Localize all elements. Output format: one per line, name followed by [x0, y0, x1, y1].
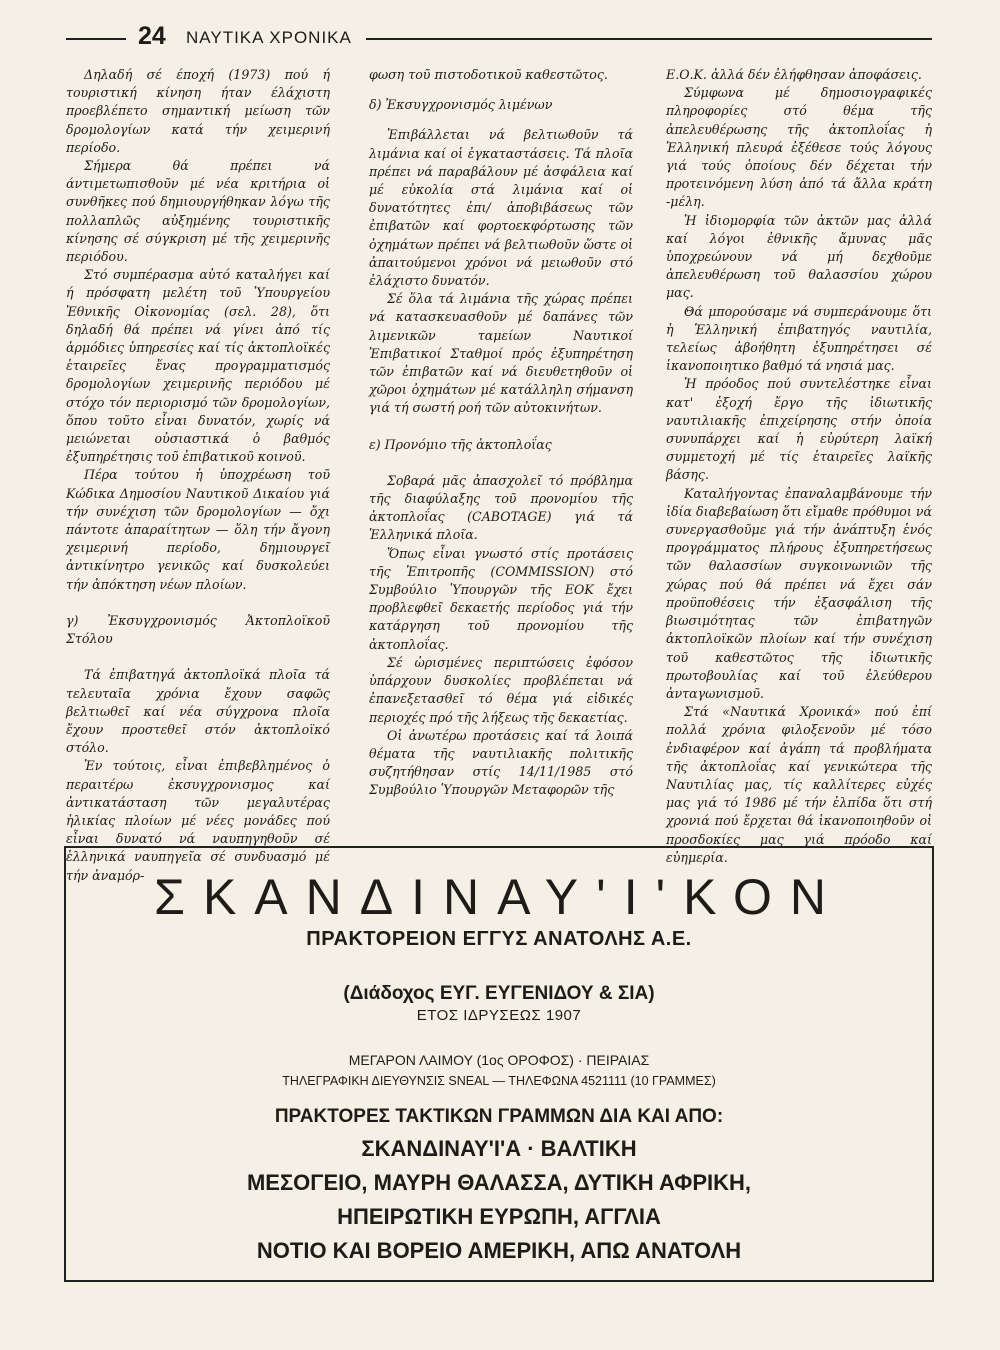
paragraph: Πέρα τούτου ἡ ὑποχρέωση τοῦ Κώδικα Δημοσίου Ναυτικοῦ Δικαίου γιά τήν συνέχιση τῶν δρομολογίων — ὄχι πάντοτε ἀπαραίτητων — ὅλη τήν ἄγονη χειμερινή περίοδο, δημιουργεῖ ἀντικίνητρο γενικῶς καί δυσκολεύει τήν ἀπόκτηση νέων πλοίων.: [66, 467, 330, 592]
ad-destination-line: ΣΚΑΝΔΙΝΑΥ'Ι'Α · ΒΑΛΤΙΚΗ: [361, 1136, 637, 1161]
paragraph: Καταλήγοντας ἐπαναλαμβάνουμε τήν ἰδία διαβεβαίωση ὅτι εἴμαθε πρόθυμοι νά συνεργασθοῦμε γιά τήν ἀνάπτυξη ἑνός προγράμματος πλήρους ἐξυπηρετήσεως τῶν θαλασσίων συγκοινωνιῶν τῆς χώρας πού θά πρέπει νά ἔχει σάν προϋποθέσεις τήν ἐξασφάλιση τῆς βιωσιμότητας τῶν ἐπιβατηγῶν ἀκτοπλοϊκῶν πλοίων καί τήν συνέχιση τοῦ καθεστῶτος τῆς ἰδιωτικῆς πρωτοβουλίας καί τοῦ ἐλεύθερου ἀνταγωνισμοῦ.: [666, 485, 932, 701]
paragraph: Σήμερα θά πρέπει νά άντιμετωπισθοῦν μέ νέα κριτήρια οἱ συνθῆκες πού δημιουργήθηκαν λόγω τῆς πολλαπλῶς αὐξημένης τουριστικῆς κίνησης σέ σύγκριση μέ τῆς χειμερινῆς περιόδου.: [66, 158, 330, 265]
section-heading-epsilon: ε) Προνόμιο τῆς ἀκτοπλοΐας: [369, 436, 552, 452]
paragraph: φωση τοῦ πιστοδοτικοῦ καθεστῶτος.: [369, 67, 608, 82]
paragraph: Ἐπιβάλλεται νά βελτιωθοῦν τά λιμάνια καί οἱ ἐγκαταστάσεις. Τά πλοῖα πρέπει νά παραβάλουν μέ ἀσφάλεια καί μέ εὐκολία στά λιμάνια καί οἱ δυνατότητες ἐπι/ ἀποβιβάσεως τῶν ἐπιβατῶν καί φορτοεκφόρτωσης τῶν ὀχημάτων πρέπει νά βελτιωθοῦν ὥστε οἱ ἀπαιτούμενοι χρόνοι νά μειωθοῦν στό ἐλάχιστο δυνατόν.: [369, 127, 633, 289]
ad-routes-title: ΠΡΑΚΤΟΡΕΣ ΤΑΚΤΙΚΩΝ ΓΡΑΜΜΩΝ ΔΙΑ ΚΑΙ ΑΠΟ:: [274, 1106, 724, 1127]
ad-destination-line: ΗΠΕΙΡΩΤΙΚΗ ΕΥΡΩΠΗ, ΑΓΓΛΙΑ: [337, 1204, 661, 1229]
ad-company-name: ΠΡΑΚΤΟΡΕΙΟΝ ΕΓΓΥΣ ΑΝΑΤΟΛΗΣ Α.Ε.: [306, 928, 692, 950]
paragraph: Σύμφωνα μέ δημοσιογραφικές πληροφορίες στό θέμα τῆς ἀπελευθέρωσης τῆς ἀκτοπλοΐας ἡ Ἑλληνική πλευρά ἐξέθεσε τούς λόγους γιά τούς ὁποίους δέν δέχεται τήν προτεινόμενη λύση ἀπό τά ἄλλα κράτη -μέλη.: [666, 85, 932, 210]
paragraph: Στά «Ναυτικά Χρονικά» πού ἐπί πολλά χρόνια φιλοξενοῦν μέ τόσο ἐνδιαφέρον καί ἀγάπη τά προβλήματα τῆς ἀκτοπλοΐας καί γενικώτερα τῆς Ναυτιλίας μας, τίς καλλίτερες εὐχές μας γιά τό 1986 μέ τήν ἐλπίδα ὅτι στή χρονιά πού ἔρχεται θά ἱκανοποιηθοῦν οἱ προσδοκίες μας γιά πρόοδο καί εὐημερία.: [666, 704, 932, 865]
section-heading-delta: δ) Ἐκσυγχρονισμός λιμένων: [369, 97, 553, 113]
ad-destination-line: ΜΕΣΟΓΕΙΟ, ΜΑΥΡΗ ΘΑΛΑΣΣΑ, ΔΥΤΙΚΗ ΑΦΡΙΚΗ,: [246, 1170, 752, 1195]
ad-destination-line: ΝΟΤΙΟ ΚΑΙ ΒΟΡΕΙΟ ΑΜΕΡΙΚΗ, ΑΠΩ ΑΝΑΤΟΛΗ: [256, 1238, 742, 1263]
paragraph: Σέ ὅλα τά λιμάνια τῆς χώρας πρέπει νά κατασκευασθοῦν μέ δαπάνες τῶν λιμενικῶν ταμείων Ναυτικοί Ἐπιβατικοί Σταθμοί πρός ἐξυπηρέτηση τῶν ἐπιβατῶν καί νά διευθετηθοῦν οἱ χῶροι ὀχημάτων μέ κατάλληλη σήμανση γιά τή σωστή ροή τῶν αὐτοκινήτων.: [369, 291, 633, 416]
paragraph: Σέ ὡρισμένες περιπτώσεις ἐφόσον ὑπάρχουν δυσκολίες προβλέπεται νά ἐπανεξετασθεῖ τό θέμα γιά εἰδικές περιοχές πρό τῆς λήξεως τῆς δεκαετίας.: [369, 654, 633, 725]
paragraph: Ἡ ἰδιομορφία τῶν ἀκτῶν μας ἀλλά καί λόγοι ἐθνικῆς ἄμυνας μᾶς ὑποχρεώνουν νά μή δεχθοῦμε ἀπελευθέρωση τοῦ θαλασσίου χώρου μας.: [666, 212, 932, 301]
article-column-1: [66, 66, 330, 885]
paragraph: Ὅπως εἶναι γνωστό στίς προτάσεις τῆς Ἐπιτροπῆς (COMMISSION) στό Συμβούλιο Ὑπουργῶν τῆς ΕΟΚ ἔχει προβλεφθεῖ δεκαετής περίοδος γιά τήν κατάργηση τοῦ προνομίου τῆς ἀκτοπλοΐας.: [369, 545, 633, 652]
ad-brand-name: ΣΚΑΝΔΙΝΑΥ'Ι'ΚΟΝ: [154, 869, 844, 925]
paragraph: Οἱ ἀνωτέρω προτάσεις καί τά λοιπά θέματα τῆς ναυτιλιακῆς πολιτικῆς συζητήθησαν στίς 14/11/1985 στό Συμβούλιο Ὑπουργῶν Μεταφορῶν τῆς: [369, 727, 633, 798]
paragraph: Δηλαδή σέ έποχή (1973) πού ή τουριστική κίνηση ήταν έλάχιστη προεβλέπετο σημαντική μείωση τῶν δρομολογίων κατά τήν χειμερινή περίοδο.: [66, 67, 330, 155]
ad-contact-line: ΤΗΛΕΓΡΑΦΙΚΗ ΔΙΕΥΘΥΝΣΙΣ SNEAL — ΤΗΛΕΦΩΝΑ 4521111 (10 ΓΡΑΜΜΕΣ): [282, 1074, 716, 1088]
advertisement-box: [64, 846, 934, 1282]
header-rule-right: [366, 38, 932, 40]
publication-name: ΝΑΥΤΙΚΑ ΧΡΟΝΙΚΑ: [186, 28, 352, 47]
ad-founded-year: ΕΤΟΣ ΙΔΡΥΣΕΩΣ 1907: [416, 1007, 582, 1024]
paragraph: Ε.Ο.Κ. ἀλλά δέν ἐλήφθησαν ἀποφάσεις.: [666, 67, 922, 82]
section-heading-gamma: γ) Ἐκσυγχρονισμός Ἀκτοπλοϊκοῦ Στόλου: [66, 612, 330, 647]
header-rule-left: [66, 38, 126, 40]
paragraph: Τά ἐπιβατηγά ἀκτοπλοϊκά πλοῖα τά τελευταῖα χρόνια ἔχουν σαφῶς βελτιωθεῖ καί νέα σύγχρονα πλοῖα ἔχουν προστεθεῖ στόν ἀκτοπλοϊκό στόλο.: [66, 667, 330, 756]
paragraph: Ἐν τούτοις, εἶναι ἐπιβεβλημένος ὁ περαιτέρω ἐκσυγχρονισμος καί ἀντικατάσταση τῶν μεγαλυτέρας ἡλικίας πλοίων μέ νέες μονάδες πού εἶναι δυνατό νά ναυπηγηθοῦν σέ ἑλληνικά ναυπηγεῖα σέ συνδυασμό μέ τήν ἀναμόρ-: [66, 758, 330, 883]
page-number: 24: [138, 22, 166, 50]
ad-address: ΜΕΓΑΡΟΝ ΛΑΙΜΟΥ (1ος ΟΡΟΦΟΣ) · ΠΕΙΡΑΙΑΣ: [348, 1052, 650, 1068]
paragraph: Ἡ πρόοδος πού συντελέστηκε εἶναι κατ' ἐξοχή ἔργο τῆς ἰδιωτικῆς ναυτιλιακῆς ἐπιχείρησης στήν ὁποία συνυπάρχει καί ἡ εὐρύτερη λαϊκή συμμετοχή μέ τίς ἑταιρεῖες λαϊκῆς βάσης.: [666, 376, 932, 483]
paragraph: Θά μπορούσαμε νά συμπεράνουμε ὅτι ἡ Ἑλληνική ἐπιβατηγός ναυτιλία, τελείως ἀβοήθητη ἐξυπηρέτησει σέ ἱκανοποιητικο βαθμό τά νησιά μας.: [666, 303, 932, 374]
article-column-3: [666, 66, 932, 867]
paragraph: Στό συμπέρασμα αὐτό καταλήγει καί ή πρόσφατη μελέτη τοῦ Ὑπουργείου Ἐθνικῆς Οἰκονομίας (σελ. 28), ὅτι δηλαδή θά πρέπει νά γίνει ἀπό τίς ἁρμόδιες ὑπηρεσίες καί τίς ἀκτοπλοϊκές ἑταιρεῖες ἕνας προγραμματισμός δρομολογίων χειμερινῆς περιόδου μέ στόχο τόν περιορισμό τῶν δρομολογίων, ὅπου τοῦτο εἶναι δυνατόν, χωρίς νά μειώνεται οὐσιαστικά ὁ βαθμός ἐξυπηρέτησις τοῦ ἐπιβατικοῦ κοινοῦ.: [66, 267, 330, 465]
paragraph: Σοβαρά μᾶς ἀπασχολεῖ τό πρόβλημα τῆς διαφύλαξης τοῦ προνομίου τῆς ἀκτοπλοΐας (CABOTAGE) γιά τά Ἑλληνικά πλοῖα.: [369, 472, 633, 543]
page-header: [66, 24, 932, 54]
ad-successor-line: (Διάδοχος ΕΥΓ. ΕΥΓΕΝΙΔΟΥ & ΣΙΑ): [343, 983, 655, 1004]
article-column-2: [369, 66, 633, 800]
